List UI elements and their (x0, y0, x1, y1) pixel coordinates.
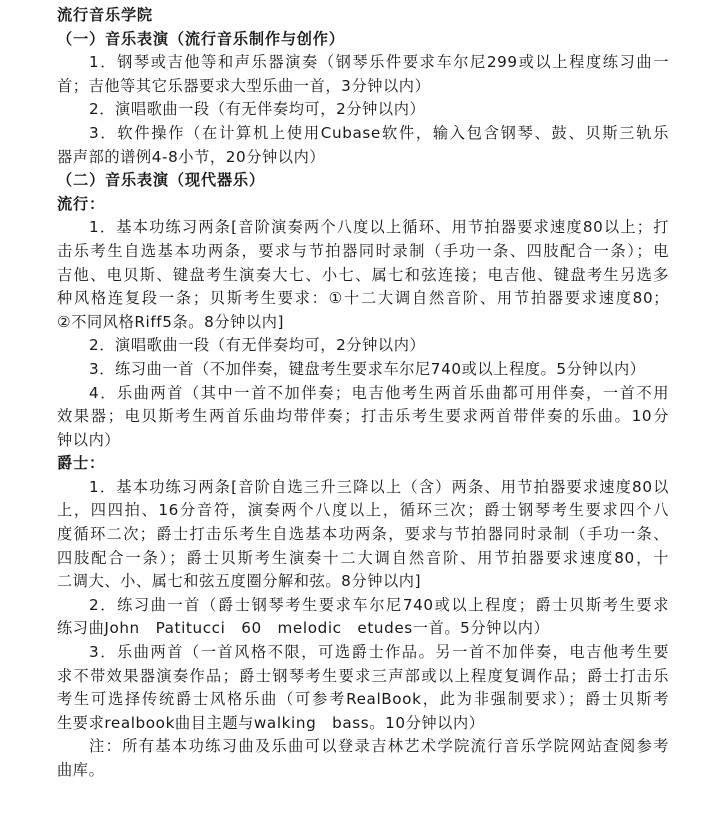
item-text-line: 3．乐曲两首（一首风格不限，可选爵士作品。另一首不加伴奏，电吉他考生要 (89, 643, 669, 662)
item-text-line: 器声部的谱例4-8小节，20分钟以内） (57, 147, 326, 166)
subsection-label: 流行： (57, 194, 105, 213)
list-item (57, 98, 669, 122)
item-text-line: 二调大、小、属七和弦五度圈分解和弦。8分钟以内] (57, 572, 422, 591)
note-line: 曲库。 (57, 761, 105, 779)
list-item (57, 476, 669, 594)
item-text-line: ②不同风格Riff5条。8分钟以内] (57, 312, 285, 331)
item-text-line: 1．钢琴或吉他等和声乐器演奏（钢琴乐件要求车尔尼299或以上程度练习曲一 (89, 53, 669, 72)
note (57, 735, 669, 782)
item-text-line: 1．基本功练习两条[音阶演奏两个八度以上循环、用节拍器要求速度80以上；打 (89, 218, 669, 237)
list-item (57, 594, 669, 641)
item-text-line: 四肢配合一条）；爵士贝斯考生演奏十二大调自然音阶、用节拍器要求速度80，十 (57, 548, 669, 567)
list-item (57, 641, 669, 735)
item-text-line: 上，四四拍、16分音符，演奏两个八度以上，循环三次；爵士钢琴考生要求四个八 (57, 501, 669, 520)
item-text-line: 度循环二次；爵士打击乐考生自选基本功两条，要求与节拍器同时录制（手功一条、 (57, 525, 669, 544)
item-text-line: 效果器；电贝斯考生两首乐曲均带伴奏；打击乐考生要求两首带伴奏的乐曲。10分 (57, 407, 669, 426)
item-text-line: 生要求realbook曲目主题与walking bass。10分钟以内） (57, 713, 485, 732)
page-title: 流行音乐学院 (57, 6, 153, 24)
list-item (57, 358, 669, 382)
list-item (57, 334, 669, 358)
item-text-line: 4．乐曲两首（其中一首不加伴奏；电吉他考生两首乐曲都可用伴奏，一首不用 (89, 383, 669, 402)
subsection-label: 爵士： (57, 454, 105, 473)
item-text-line: 钟以内） (57, 430, 121, 449)
list-item (57, 122, 669, 169)
item-text-line: 吉他、电贝斯、键盘考生演奏大七、小七、属七和弦连接；电吉他、键盘考生另选多 (57, 265, 669, 284)
item-text-line: 首；吉他等其它乐器要求大型乐曲一首，3分钟以内） (57, 76, 431, 95)
item-text-line: 1．基本功练习两条[音阶自选三升三降以上（含）两条、用节拍器要求速度80以 (89, 477, 669, 496)
item-text-line: 练习曲John Patitucci 60 melodic etudes一首。5分钟以内） (57, 619, 550, 638)
item-text-line: 种风格连复段一条；贝斯考生要求：①十二大调自然音阶、用节拍器要求速度80； (57, 289, 669, 308)
list-item (57, 51, 669, 98)
list-item (57, 382, 669, 453)
item-text-line: 2．练习曲一首（爵士钢琴考生要求车尔尼740或以上程度；爵士贝斯考生要求 (89, 595, 669, 614)
section-heading: （二）音乐表演（现代器乐） (57, 171, 265, 190)
item-text-line: 3．软件操作（在计算机上使用Cubase软件，输入包含钢琴、鼓、贝斯三轨乐 (89, 123, 669, 142)
item-text-line: 2．演唱歌曲一段（有无伴奏均可，2分钟以内） (89, 336, 426, 355)
document (57, 4, 669, 783)
item-text-line: 3．练习曲一首（不加伴奏，键盘考生要求车尔尼740或以上程度。5分钟以内） (89, 359, 646, 378)
item-text-line: 求不带效果器演奏作品；爵士钢琴考生要求三声部或以上程度复调作品；爵士打击乐 (57, 666, 669, 685)
item-text-line: 考生可选择传统爵士风格乐曲（可参考RealBook，此为非强制要求）；爵士贝斯考 (57, 690, 669, 709)
section-heading: （一）音乐表演（流行音乐制作与创作） (57, 29, 345, 48)
note-line: 注：所有基本功练习曲及乐曲可以登录吉林艺术学院流行音乐学院网站查阅参考 (89, 737, 669, 756)
item-text-line: 2．演唱歌曲一段（有无伴奏均可，2分钟以内） (89, 100, 426, 119)
list-item (57, 216, 669, 334)
item-text-line: 击乐考生自选基本功两条，要求与节拍器同时录制（手功一条、四肢配合一条）；电 (57, 241, 669, 260)
